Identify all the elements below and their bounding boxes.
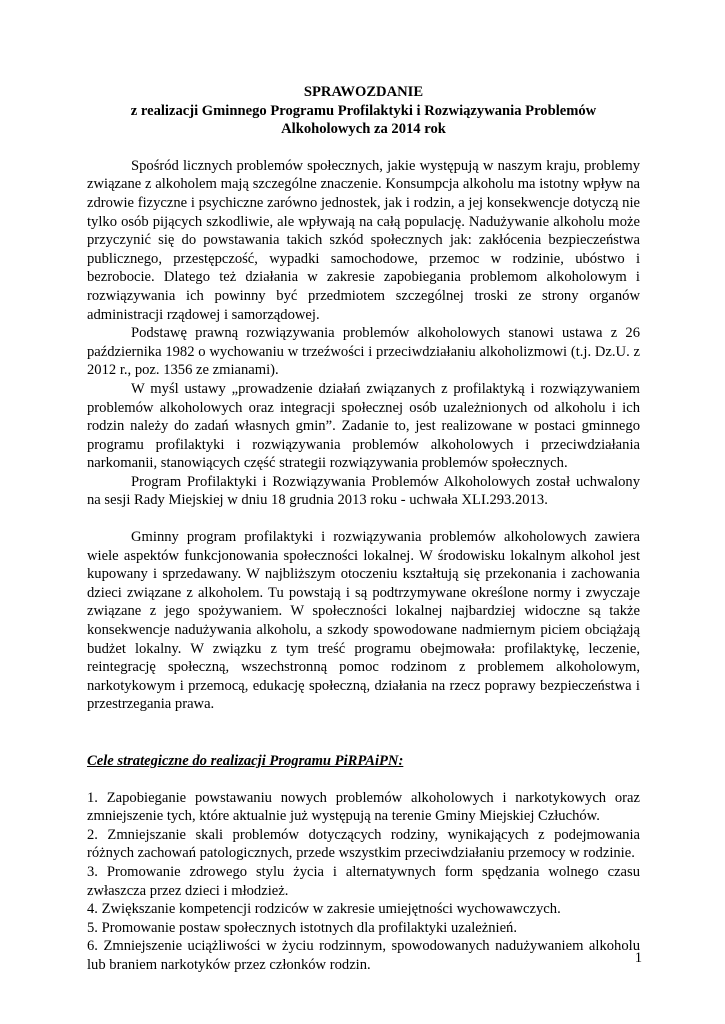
paragraph-resolution: Program Profilaktyki i Rozwiązywania Problemów Alkoholowych został uchwalony na sesji Rady Miejskiej w dniu 18 grudnia 2013 roku - uchwała XLI.293.2013. [87, 473, 640, 509]
goal-item: 3. Promowanie zdrowego stylu życia i alternatywnych form spędzania wolnego czasu zwłaszcza przez dzieci i młodzież. [87, 863, 640, 899]
paragraph-legal-basis: Podstawę prawną rozwiązywania problemów alkoholowych stanowi ustawa z 26 października 1982 o wychowaniu w trzeźwości i przeciwdziałaniu alkoholizmowi (t.j. Dz.U. z 2012 r., poz. 1356 ze zmianami). [87, 325, 640, 379]
title-line-3: Alkoholowych za 2014 rok [281, 121, 446, 138]
goals-list [87, 789, 640, 975]
document-title [87, 83, 640, 139]
paragraph-act-quote: W myśl ustawy „prowadzenie działań związanych z profilaktyką i rozwiązywaniem problemów alkoholowych oraz integracji społecznej osób uzależnionych od alkoholu i ich rodzin należy do zadań własnych gmin”. Zadanie to, jest realizowane w postaci gminnego programu profilaktyki i rozwiązywania problemów alkoholowych i przeciwdziałania narkomanii, stanowiących część strategii rozwiązywania problemów społecznych. [87, 380, 640, 472]
goal-item: 4. Zwiększanie kompetencji rodziców w zakresie umiejętności wychowawczych. [87, 901, 561, 918]
paragraph-intro: Spośród licznych problemów społecznych, jakie występują w naszym kraju, problemy związane z alkoholem mają szczególne znaczenie. Konsumpcja alkoholu ma istotny wpływ na zdrowie fizyczne i psychiczne zarówno jednostek, jak i rodzin, a jej konsekwencje dotyczą nie tylko osób pijących szkodliwie, ale wpływają na całą populację. Nadużywanie alkoholu może przyczynić się do powstawania takich szkód społecznych jak: zakłócenia bezpieczeństwa publicznego, przestępczość, wypadki samochodowe, przemoc w rodzinie, ubóstwo i bezrobocie. Dlatego też działania w zakresie zapobiegania problemom alkoholowym i rozwiązywania ich powinny być przedmiotem szczególnej troski ze strony organów administracji rządowej i samorządowej. [87, 157, 640, 323]
goal-item: 5. Promowanie postaw społecznych istotnych dla profilaktyki uzależnień. [87, 919, 517, 936]
paragraph-program-scope: Gminny program profilaktyki i rozwiązywania problemów alkoholowych zawiera wiele aspektów funkcjonowania społeczności lokalnej. W środowisku lokalnym alkohol jest kupowany i sprzedawany. W najbliższym otoczeniu kształtują się przekonania i zachowania dzieci związane z alkoholem. Tu powstają i są podtrzymywane określone normy i zwyczaje związane z jego spożywaniem. W społeczności lokalnej najbardziej widoczne są także konsekwencje nadużywania alkoholu, a szkody spowodowane nadmiernym piciem obciążają budżet lokalny. W związku z tym treść programu obejmowała: profilaktykę, leczenie, reintegrację społeczną, wszechstronną pomoc rodzinom z problemem alkoholowym, narkotykowym i przemocą, edukację społeczną, działania na rzecz poprawy bezpieczeństwa i przestrzegania prawa. [87, 529, 640, 713]
goal-item: 1. Zapobieganie powstawaniu nowych problemów alkoholowych i narkotykowych oraz zmniejszenie tych, które aktualnie już występują na terenie Gminy Miejskiej Człuchów. [87, 789, 640, 825]
page-number: 1 [634, 950, 642, 966]
title-line-2: z realizacji Gminnego Programu Profilaktyki i Rozwiązywania Problemów [130, 102, 597, 119]
title-line-1: SPRAWOZDANIE [303, 84, 424, 100]
goal-item: 2. Zmniejszanie skali problemów dotyczących rodziny, wynikających z podejmowania różnych zachowań patologicznych, przede wszystkim przeciwdziałaniu przemocy w rodzinie. [87, 826, 640, 862]
document-content [87, 83, 640, 975]
goal-item: 6. Zmniejszenie uciążliwości w życiu rodzinnym, spowodowanych nadużywaniem alkoholu lub braniem narkotyków przez członków rodzin. [87, 938, 640, 973]
section-heading-goals: Cele strategiczne do realizacji Programu PiRPAiPN: [87, 753, 404, 769]
